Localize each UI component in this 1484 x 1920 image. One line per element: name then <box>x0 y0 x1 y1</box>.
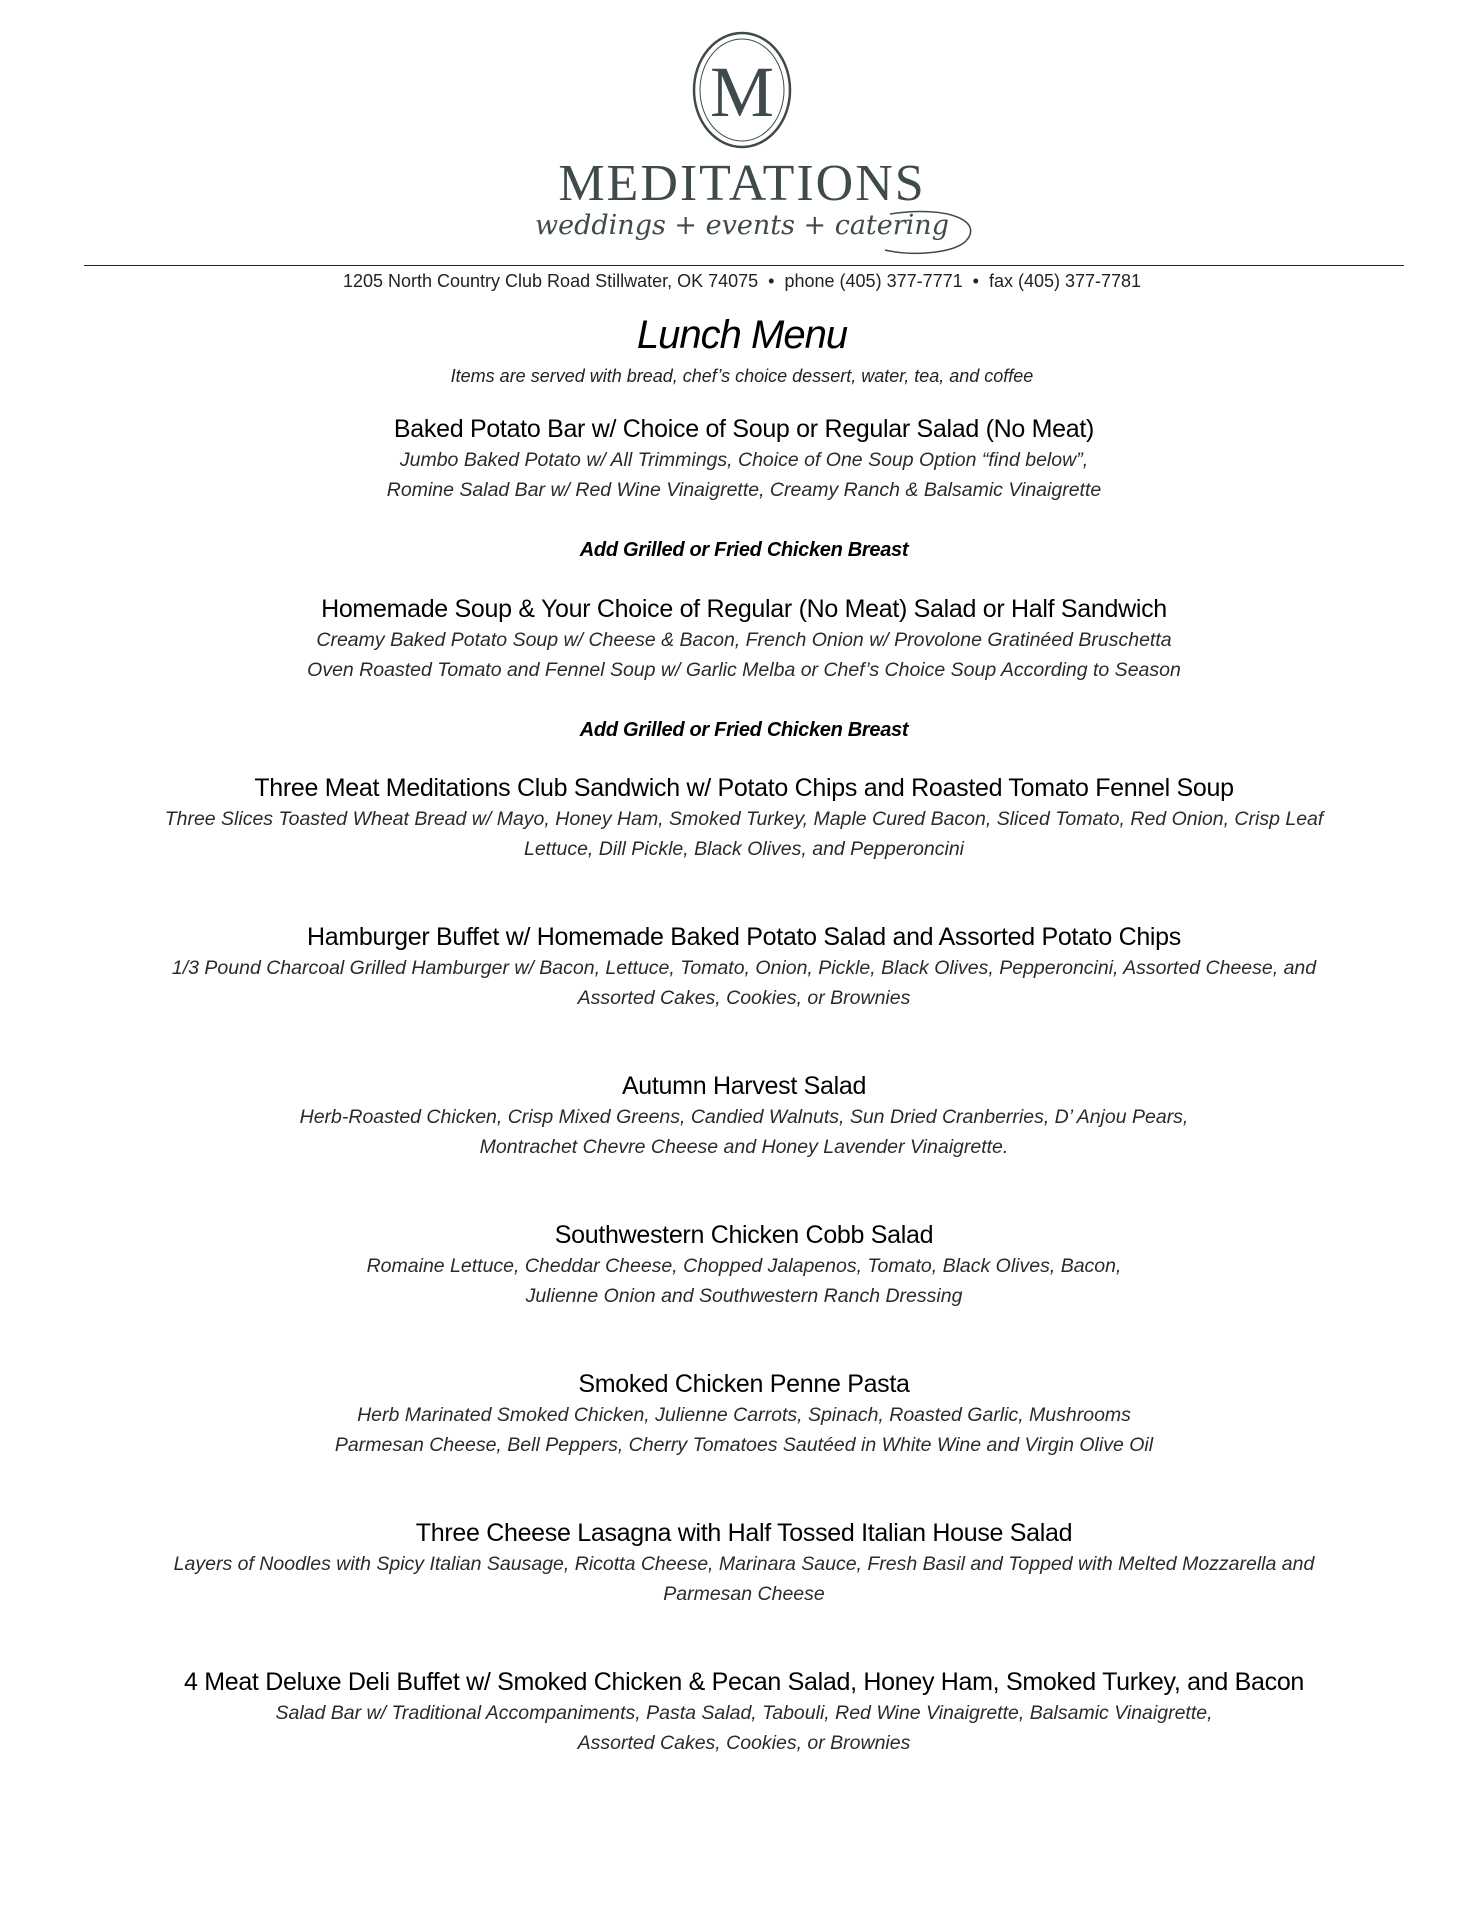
menu-item <box>84 1070 1404 1162</box>
menu-item-title: Three Cheese Lasagna with Half Tossed Italian House Salad <box>415 1519 1073 1547</box>
menu-item-description: Creamy Baked Potato Soup w/ Cheese & Bacon, French Onion w/ Provolone Gratinéed Bruschetta <box>316 629 1172 651</box>
menu-item-description: 1/3 Pound Charcoal Grilled Hamburger w/ Bacon, Lettuce, Tomato, Onion, Pickle, Black Olives, Pepperoncini, Assorted Cheese, and <box>171 957 1317 979</box>
menu-item-description: Layers of Noodles with Spicy Italian Sausage, Ricotta Cheese, Marinara Sauce, Fresh Basil and Topped with Melted Mozzarella and <box>173 1553 1315 1575</box>
menu-item-description: Herb Marinated Smoked Chicken, Julienne Carrots, Spinach, Roasted Garlic, Mushrooms <box>357 1404 1131 1426</box>
menu-item <box>84 921 1404 1013</box>
menu-item-title: Three Meat Meditations Club Sandwich w/ Potato Chips and Roasted Tomato Fennel Soup <box>254 774 1234 802</box>
logo-wordmark: MEDITATIONS <box>558 155 926 212</box>
menu-item-description: Oven Roasted Tomato and Fennel Soup w/ Garlic Melba or Chef’s Choice Soup According to Season <box>307 659 1181 681</box>
menu-item-description: Romine Salad Bar w/ Red Wine Vinaigrette, Creamy Ranch & Balsamic Vinaigrette <box>386 479 1102 501</box>
menu-item-description: Parmesan Cheese <box>663 1583 825 1605</box>
menu-item-description: Jumbo Baked Potato w/ All Trimmings, Choice of One Soup Option “find below”, <box>399 449 1089 471</box>
contact-address-line: 1205 North Country Club Road Stillwater, OK 74075 • phone (405) 377-7771 • fax (405) 377-7781 <box>342 271 1142 291</box>
menu-item-title: Southwestern Chicken Cobb Salad <box>554 1221 934 1249</box>
menu-item-description: Montrachet Chevre Cheese and Honey Lavender Vinaigrette. <box>479 1136 1009 1158</box>
menu-item-description: Herb-Roasted Chicken, Crisp Mixed Greens, Candied Walnuts, Sun Dried Cranberries, D’ Anjou Pears, <box>299 1106 1189 1128</box>
menu-item-description: Parmesan Cheese, Bell Peppers, Cherry Tomatoes Sautéed in White Wine and Virgin Olive Oil <box>334 1434 1154 1456</box>
menu-item-description: Assorted Cakes, Cookies, or Brownies <box>577 987 911 1009</box>
logo-monogram: M <box>709 52 775 132</box>
menu-item <box>84 1368 1404 1460</box>
menu-item <box>84 593 1404 745</box>
menu-item <box>84 413 1404 565</box>
header-divider <box>84 265 1404 266</box>
menu-item-title: 4 Meat Deluxe Deli Buffet w/ Smoked Chicken & Pecan Salad, Honey Ham, Smoked Turkey, and Bacon <box>183 1668 1305 1696</box>
menu-item <box>84 1666 1404 1758</box>
menu-item-description: Three Slices Toasted Wheat Bread w/ Mayo, Honey Ham, Smoked Turkey, Maple Cured Bacon, Sliced Tomato, Red Onion, Crisp Leaf <box>164 808 1324 830</box>
menu-item-title: Homemade Soup & Your Choice of Regular (No Meat) Salad or Half Sandwich <box>321 595 1167 623</box>
menu-item <box>84 772 1404 864</box>
page-title: Lunch Menu <box>636 313 848 357</box>
menu-item-addon: Add Grilled or Fried Chicken Breast <box>579 539 909 561</box>
logo-tagline: weddings + events + catering <box>535 210 949 241</box>
menu-item <box>84 1219 1404 1311</box>
menu-item-title: Baked Potato Bar w/ Choice of Soup or Regular Salad (No Meat) <box>393 415 1095 443</box>
menu-item-description: Lettuce, Dill Pickle, Black Olives, and Pepperoncini <box>523 838 965 860</box>
menu-item-title: Hamburger Buffet w/ Homemade Baked Potato Salad and Assorted Potato Chips <box>307 923 1181 951</box>
menu-item-description: Romaine Lettuce, Cheddar Cheese, Chopped Jalapenos, Tomato, Black Olives, Bacon, <box>366 1255 1122 1277</box>
menu-item-title: Smoked Chicken Penne Pasta <box>578 1370 910 1398</box>
menu-item-description: Salad Bar w/ Traditional Accompaniments, Pasta Salad, Tabouli, Red Wine Vinaigrette, Balsamic Vinaigrette, <box>275 1702 1213 1724</box>
menu-item-title: Autumn Harvest Salad <box>621 1072 867 1100</box>
page-subtitle: Items are served with bread, chef’s choice dessert, water, tea, and coffee <box>450 366 1034 386</box>
menu-item-description: Assorted Cakes, Cookies, or Brownies <box>577 1732 911 1754</box>
menu-item <box>84 1517 1404 1609</box>
menu-item-addon: Add Grilled or Fried Chicken Breast <box>579 719 909 741</box>
menu-item-description: Julienne Onion and Southwestern Ranch Dressing <box>525 1285 963 1307</box>
meditations-logo <box>480 10 1004 260</box>
